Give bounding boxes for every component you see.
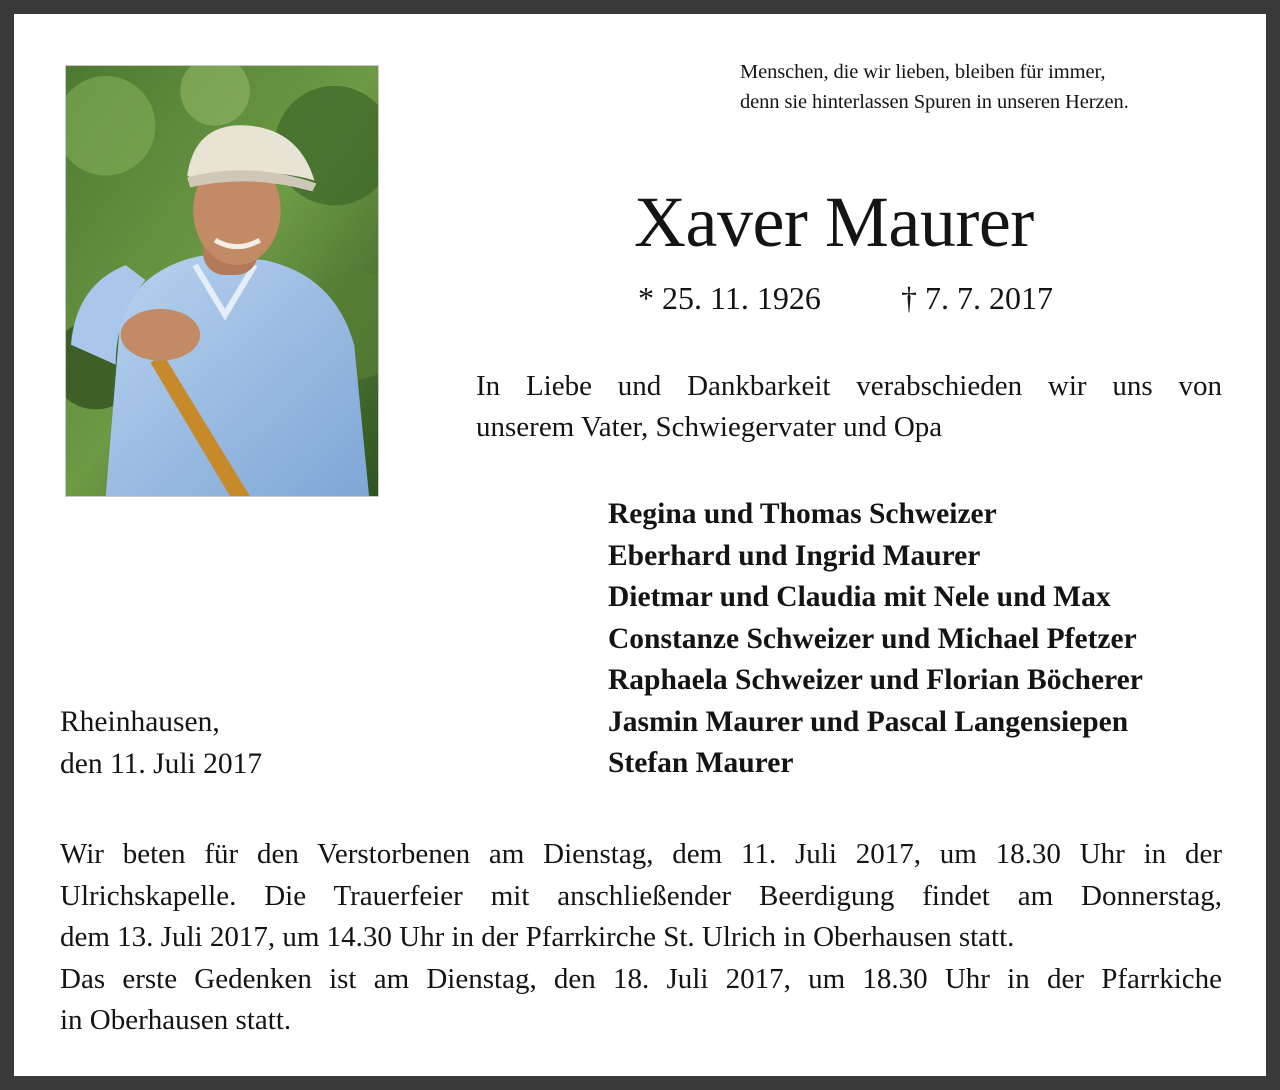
mourner-entry: Constanze Schweizer und Michael Pfetzer <box>608 622 1137 655</box>
date-line: den 11. Juli 2017 <box>60 747 263 780</box>
portrait-photo <box>65 65 379 497</box>
life-dates <box>638 278 1053 318</box>
deceased-name: Xaver Maurer <box>634 182 1034 262</box>
farewell-line: In Liebe und Dankbarkeit verabschieden wir uns von <box>476 370 1222 402</box>
service-line: Ulrichskapelle. Die Trauerfeier mit anschließender Beerdigung findet am Donnerstag, <box>60 879 1222 912</box>
obituary-card <box>14 14 1266 1076</box>
place-line: Rheinhausen, <box>60 706 220 738</box>
quote-line: denn sie hinterlassen Spuren in unseren Herzen. <box>740 91 1129 113</box>
portrait-image <box>66 66 378 496</box>
farewell-text <box>476 366 1222 448</box>
farewell-line: unserem Vater, Schwiegervater und Opa <box>476 411 943 443</box>
service-line: Das erste Gedenken ist am Dienstag, den 18. Juli 2017, um 18.30 Uhr in der Pfarrkiche <box>60 962 1222 995</box>
quote-line: Menschen, die wir lieben, bleiben für immer, <box>740 61 1106 83</box>
mourner-entry: Dietmar und Claudia mit Nele und Max <box>608 581 1111 613</box>
service-line: in Oberhausen statt. <box>60 1004 292 1036</box>
service-line: dem 13. Juli 2017, um 14.30 Uhr in der Pfarrkirche St. Ulrich in Oberhausen statt. <box>60 921 1015 953</box>
mourner-entry: Stefan Maurer <box>608 747 794 779</box>
birth-date: * 25. 11. 1926 <box>638 280 821 316</box>
mourners-list <box>608 494 1143 785</box>
place-and-date <box>60 702 262 785</box>
mourner-entry: Eberhard und Ingrid Maurer <box>608 539 981 572</box>
service-details <box>60 834 1222 1042</box>
memorial-quote <box>740 57 1240 117</box>
mourner-entry: Jasmin Maurer und Pascal Langensiepen <box>608 705 1129 738</box>
death-date: † 7. 7. 2017 <box>901 280 1053 316</box>
mourner-entry: Regina und Thomas Schweizer <box>608 498 997 530</box>
mourner-entry: Raphaela Schweizer und Florian Böcherer <box>608 664 1143 696</box>
service-line: Wir beten für den Verstorbenen am Dienstag, dem 11. Juli 2017, um 18.30 Uhr in der <box>60 838 1222 870</box>
